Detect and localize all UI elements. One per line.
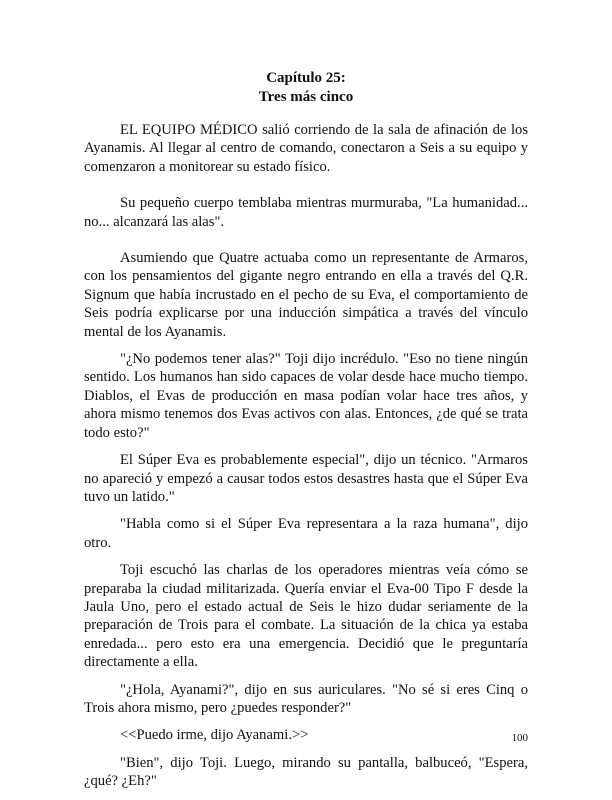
chapter-heading [0, 69, 612, 107]
chapter-title: Tres más cinco [258, 89, 354, 105]
paragraph: "Bien", dijo Toji. Luego, mirando su pantalla, balbuceó, "Espera, ¿qué? ¿Eh?" [84, 754, 528, 790]
paragraph: Asumiendo que Quatre actuaba como un representante de Armaros, con los pensamientos del gigante negro entrando en ella a través del Q.R. Signum que había incrustado en el pecho de su Eva, el comportamiento de Seis podría explicarse por una inducción simpática a través del vínculo mental de los Ayanamis. [84, 250, 528, 340]
paragraph: El Súper Eva es probablemente especial", dijo un técnico. "Armaros no apareció y empezó a causar todos estos desastres hasta que el Súper Eva tuvo un latido." [84, 452, 528, 505]
paragraph: "Habla como si el Súper Eva representara a la raza humana", dijo otro. [84, 516, 528, 551]
paragraph: "¿No podemos tener alas?" Toji dijo incrédulo. "Eso no tiene ningún sentido. Los humanos han sido capaces de volar desde hace mucho tiempo. Diablos, el Evas de producción en masa podían volar hace tres años, y ahora mismo tenemos dos Evas activos con alas. Entonces, ¿de qué se trata todo esto?" [84, 351, 528, 441]
paragraph: Su pequeño cuerpo temblaba mientras murmuraba, "La humanidad... no... alcanzará las alas". [84, 195, 528, 230]
paragraph: "¿Hola, Ayanami?", dijo en sus auriculares. "No sé si eres Cinq o Trois ahora mismo, pero ¿puedes responder?" [84, 681, 528, 716]
paragraph: Toji escuchó las charlas de los operadores mientras veía cómo se preparaba la ciudad militarizada. Quería enviar el Eva-00 Tipo F desde la Jaula Uno, pero el estado actual de Seis le hizo dudar seriamente de la preparación de Trois para el combate. La situación de la chica ya estaba enredada... pero esto era una emergencia. Decidió que le preguntaría directamente a ella. [84, 562, 528, 671]
chapter-body [84, 121, 528, 800]
paragraph: <<Puedo irme, dijo Ayanami.>> [120, 727, 309, 744]
page-number: 100 [511, 732, 528, 744]
chapter-number: Capítulo 25: [266, 70, 346, 86]
paragraph: EL EQUIPO MÉDICO salió corriendo de la sala de afinación de los Ayanamis. Al llegar al centro de comando, conectaron a Seis a su equipo y comenzaron a monitorear su estado físico. [84, 122, 528, 175]
